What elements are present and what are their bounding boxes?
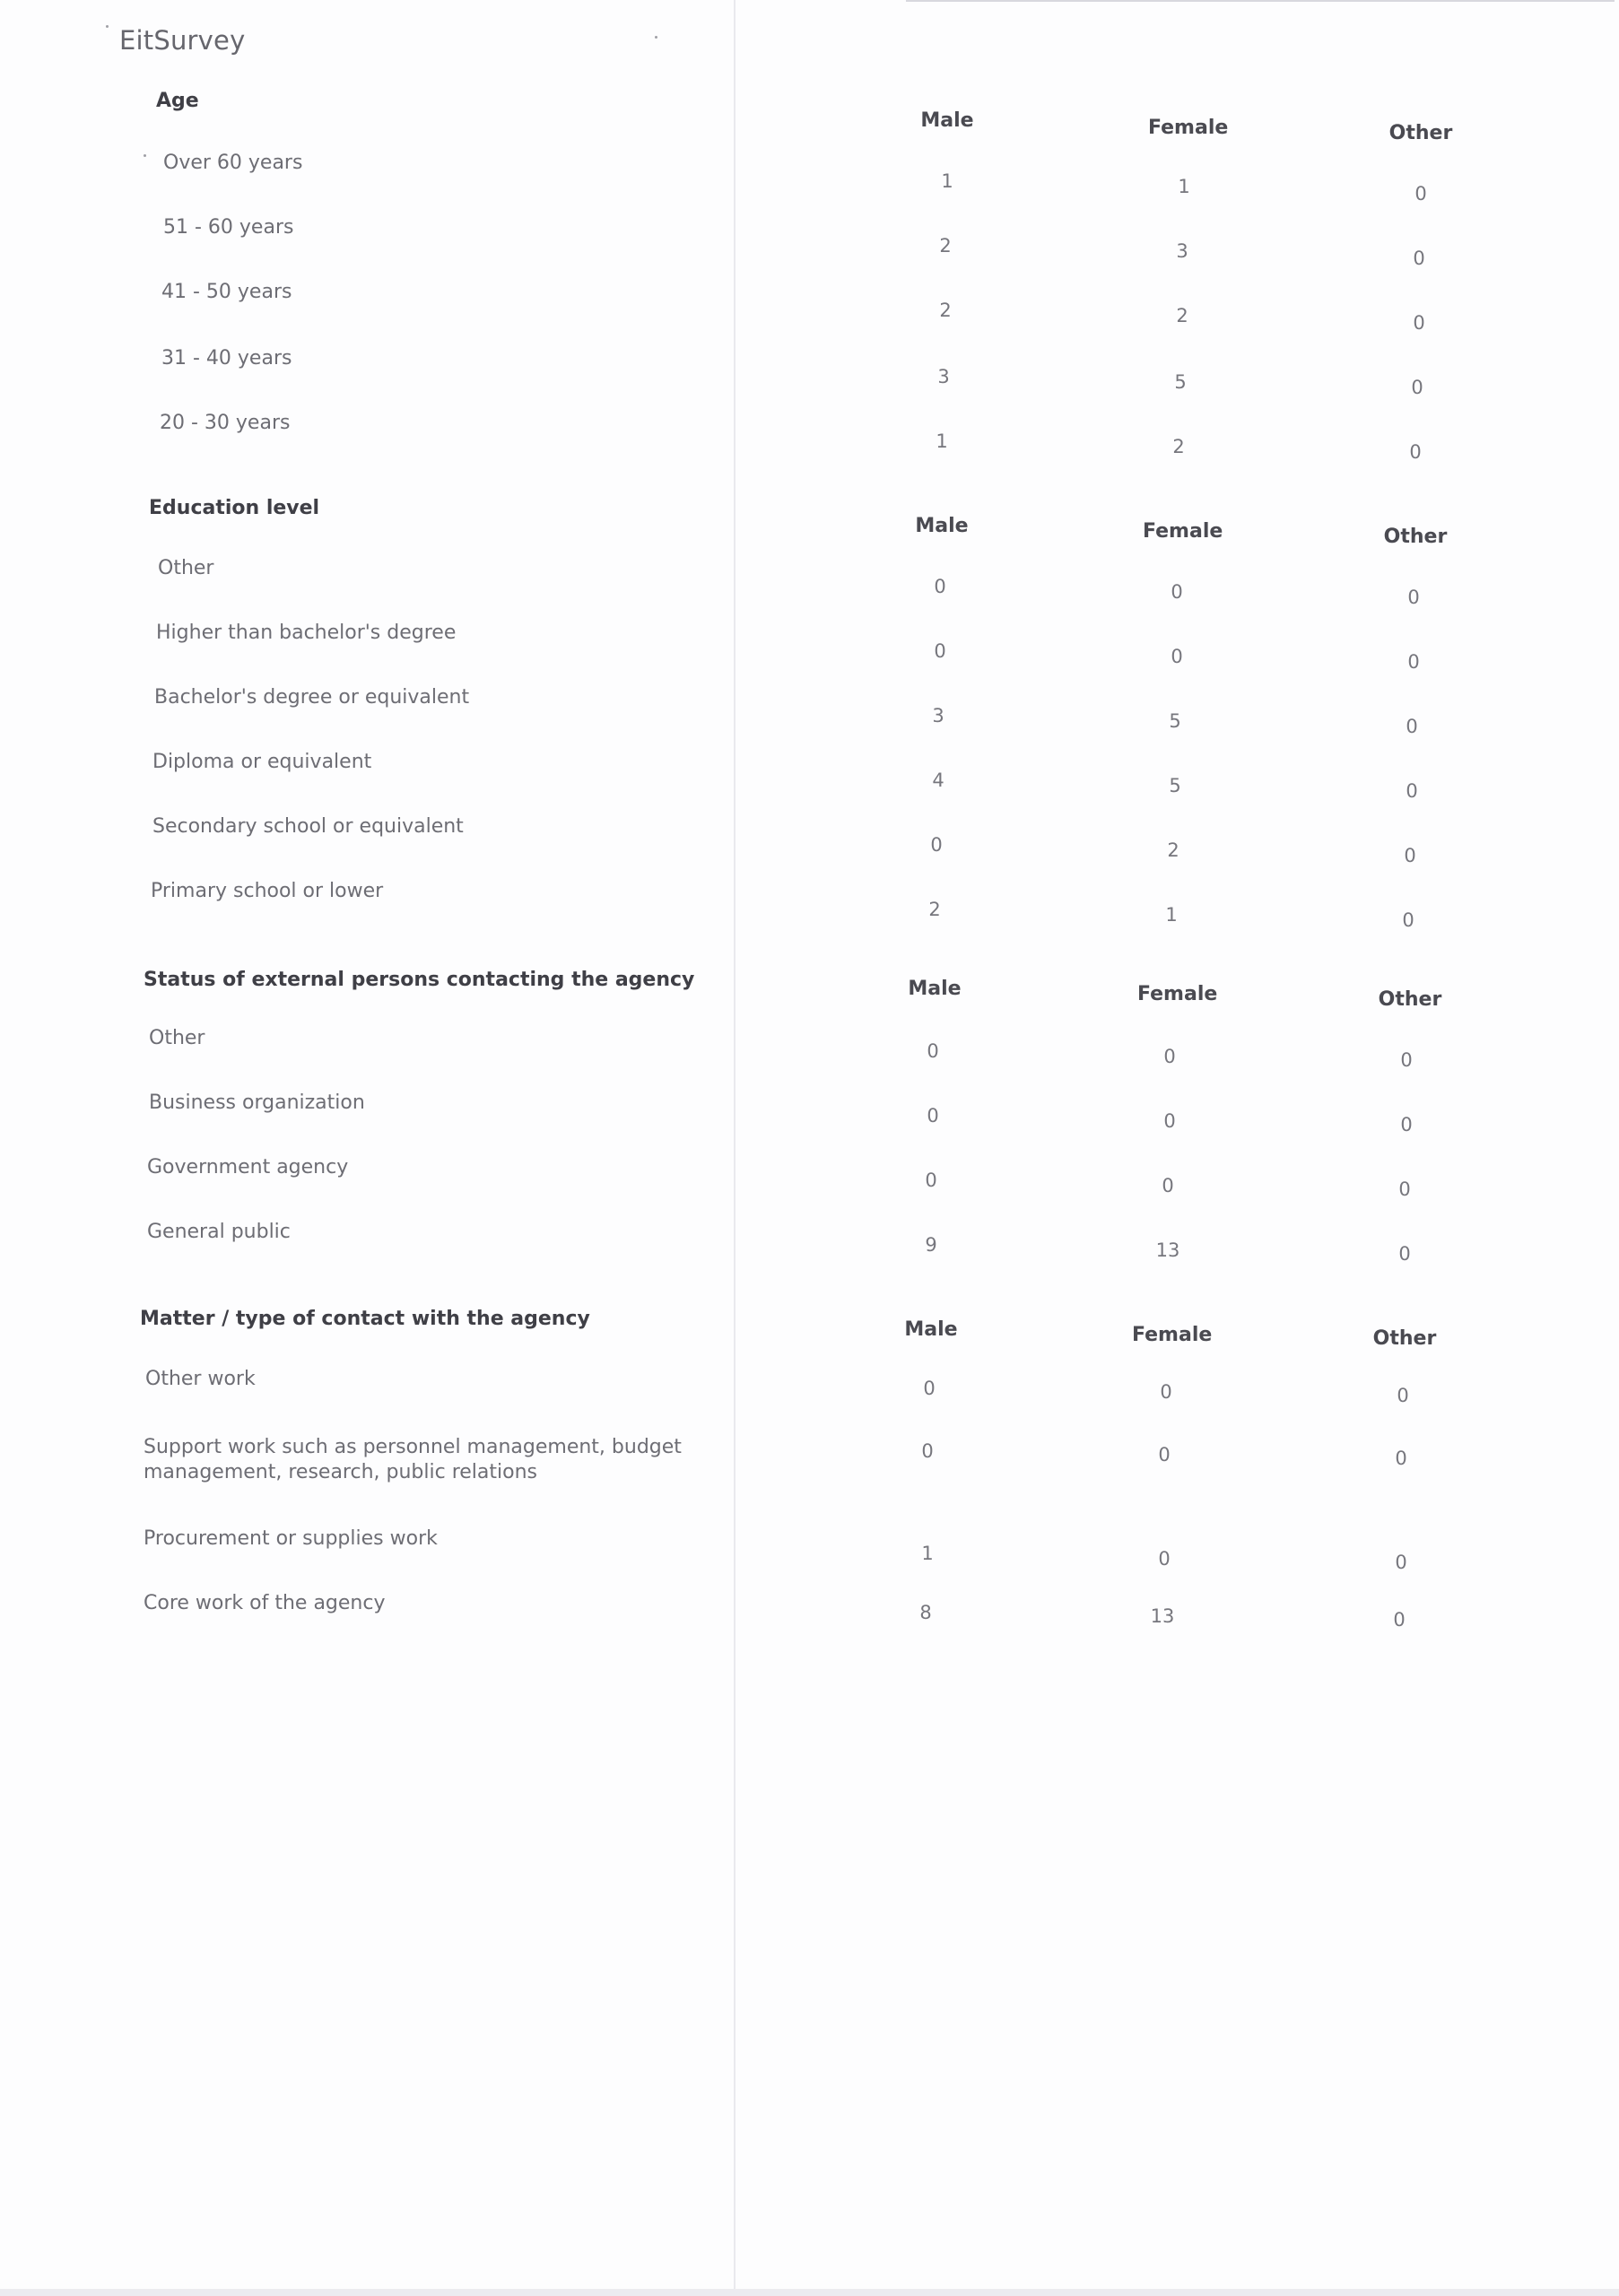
value-other: 0 xyxy=(1395,1552,1407,1573)
table-row xyxy=(0,814,1619,877)
row-label: 20 - 30 years xyxy=(160,412,291,434)
value-other: 0 xyxy=(1393,1609,1406,1631)
value-other: 0 xyxy=(1414,183,1427,204)
column-header-male: Male xyxy=(920,109,974,132)
value-male: 0 xyxy=(934,576,946,597)
value-female: 2 xyxy=(1167,839,1179,861)
value-female: 13 xyxy=(1150,1605,1175,1627)
value-other: 0 xyxy=(1404,845,1416,866)
row-label: 31 - 40 years xyxy=(161,347,292,370)
row-label: Primary school or lower xyxy=(151,880,384,902)
section-title: Matter / type of contact with the agency xyxy=(140,1308,590,1330)
table-row xyxy=(0,215,1619,278)
value-female: 5 xyxy=(1169,775,1181,796)
value-other: 0 xyxy=(1407,587,1420,608)
row-label: Bachelor's degree or equivalent xyxy=(154,686,470,709)
value-male: 0 xyxy=(927,1105,939,1126)
value-other: 0 xyxy=(1398,1243,1411,1265)
value-other: 0 xyxy=(1413,248,1425,269)
value-female: 0 xyxy=(1171,581,1183,603)
value-female: 5 xyxy=(1169,710,1181,732)
column-header-male: Male xyxy=(915,515,969,537)
value-male: 2 xyxy=(939,235,952,257)
section-title: Education level xyxy=(149,497,320,519)
value-male: 0 xyxy=(930,834,943,856)
value-female: 2 xyxy=(1172,436,1185,457)
value-female: 0 xyxy=(1162,1175,1174,1196)
value-female: 5 xyxy=(1174,371,1187,393)
value-male: 3 xyxy=(937,366,950,387)
table-row xyxy=(0,280,1619,343)
column-header-male: Male xyxy=(908,978,962,1000)
value-male: 9 xyxy=(925,1234,937,1256)
value-female: 0 xyxy=(1158,1444,1171,1465)
value-other: 0 xyxy=(1407,651,1420,673)
value-other: 0 xyxy=(1402,909,1414,931)
row-label: Business organization xyxy=(149,1091,365,1114)
row-label: Higher than bachelor's degree xyxy=(156,622,457,644)
row-label: Other xyxy=(149,1027,205,1049)
table-row xyxy=(0,1155,1619,1218)
scan-speck xyxy=(106,25,109,28)
value-other: 0 xyxy=(1398,1178,1411,1200)
column-header-female: Female xyxy=(1148,117,1229,139)
value-male: 2 xyxy=(928,899,941,920)
value-other: 0 xyxy=(1397,1385,1409,1406)
table-row xyxy=(0,879,1619,942)
table-row xyxy=(0,346,1619,409)
table-row xyxy=(0,1091,1619,1153)
value-female: 3 xyxy=(1176,240,1188,262)
value-female: 0 xyxy=(1163,1110,1176,1132)
value-male: 0 xyxy=(923,1378,936,1399)
row-label: Secondary school or equivalent xyxy=(152,815,464,838)
value-male: 0 xyxy=(934,640,946,662)
row-label: Diploma or equivalent xyxy=(152,751,372,773)
value-female: 0 xyxy=(1158,1548,1171,1570)
table-row xyxy=(0,750,1619,813)
value-other: 0 xyxy=(1395,1448,1407,1469)
value-male: 0 xyxy=(925,1170,937,1191)
value-other: 0 xyxy=(1406,716,1418,737)
column-header-other: Other xyxy=(1388,122,1453,144)
value-other: 0 xyxy=(1411,377,1423,398)
table-row xyxy=(0,151,1619,213)
table-row xyxy=(0,1526,1619,1589)
value-male: 1 xyxy=(936,430,948,452)
scan-top-edge xyxy=(906,0,1615,2)
value-male: 0 xyxy=(921,1440,934,1462)
value-female: 0 xyxy=(1171,646,1183,667)
table-row xyxy=(0,1026,1619,1089)
column-header-male: Male xyxy=(904,1318,958,1341)
column-header-female: Female xyxy=(1143,520,1223,543)
column-header-other: Other xyxy=(1383,526,1448,548)
table-row xyxy=(0,1591,1619,1654)
value-other: 0 xyxy=(1400,1114,1413,1135)
app-title: EitSurvey xyxy=(119,25,246,56)
row-label: 51 - 60 years xyxy=(163,216,294,239)
column-header-female: Female xyxy=(1137,983,1218,1005)
value-male: 4 xyxy=(932,770,944,791)
table-row xyxy=(0,621,1619,683)
row-label: Over 60 years xyxy=(163,152,303,174)
row-label: Other xyxy=(158,557,214,579)
value-female: 1 xyxy=(1178,176,1190,197)
value-male: 0 xyxy=(927,1040,939,1062)
row-label: 41 - 50 years xyxy=(161,281,292,303)
column-header-other: Other xyxy=(1378,988,1442,1011)
row-label: Procurement or supplies work xyxy=(144,1527,438,1550)
scan-bottom-edge xyxy=(0,2289,1619,2296)
row-label: Government agency xyxy=(147,1156,349,1178)
table-row xyxy=(0,556,1619,619)
value-female: 0 xyxy=(1160,1381,1172,1403)
table-row xyxy=(0,1367,1619,1430)
row-label: Other work xyxy=(145,1368,256,1390)
column-header-other: Other xyxy=(1372,1327,1437,1350)
value-male: 1 xyxy=(921,1543,934,1564)
row-label: General public xyxy=(147,1221,291,1243)
value-other: 0 xyxy=(1413,312,1425,334)
value-male: 3 xyxy=(932,705,944,726)
value-female: 1 xyxy=(1165,904,1178,926)
value-male: 2 xyxy=(939,300,952,321)
value-other: 0 xyxy=(1400,1049,1413,1071)
table-row xyxy=(0,685,1619,748)
table-row xyxy=(0,1220,1619,1283)
value-other: 0 xyxy=(1409,441,1422,463)
table-row xyxy=(0,411,1619,474)
row-label: Support work such as personnel management, budget management, research, public relations xyxy=(144,1436,682,1483)
value-female: 2 xyxy=(1176,305,1188,326)
scan-speck xyxy=(655,36,657,39)
value-female: 0 xyxy=(1163,1046,1176,1067)
value-male: 8 xyxy=(919,1602,932,1623)
value-female: 13 xyxy=(1155,1239,1180,1261)
column-header-female: Female xyxy=(1132,1324,1213,1346)
section-title: Age xyxy=(156,90,199,112)
value-other: 0 xyxy=(1406,780,1418,802)
table-row xyxy=(0,1435,1619,1516)
section-title: Status of external persons contacting the agency xyxy=(144,969,695,991)
value-male: 1 xyxy=(941,170,953,192)
row-label: Core work of the agency xyxy=(144,1592,386,1614)
